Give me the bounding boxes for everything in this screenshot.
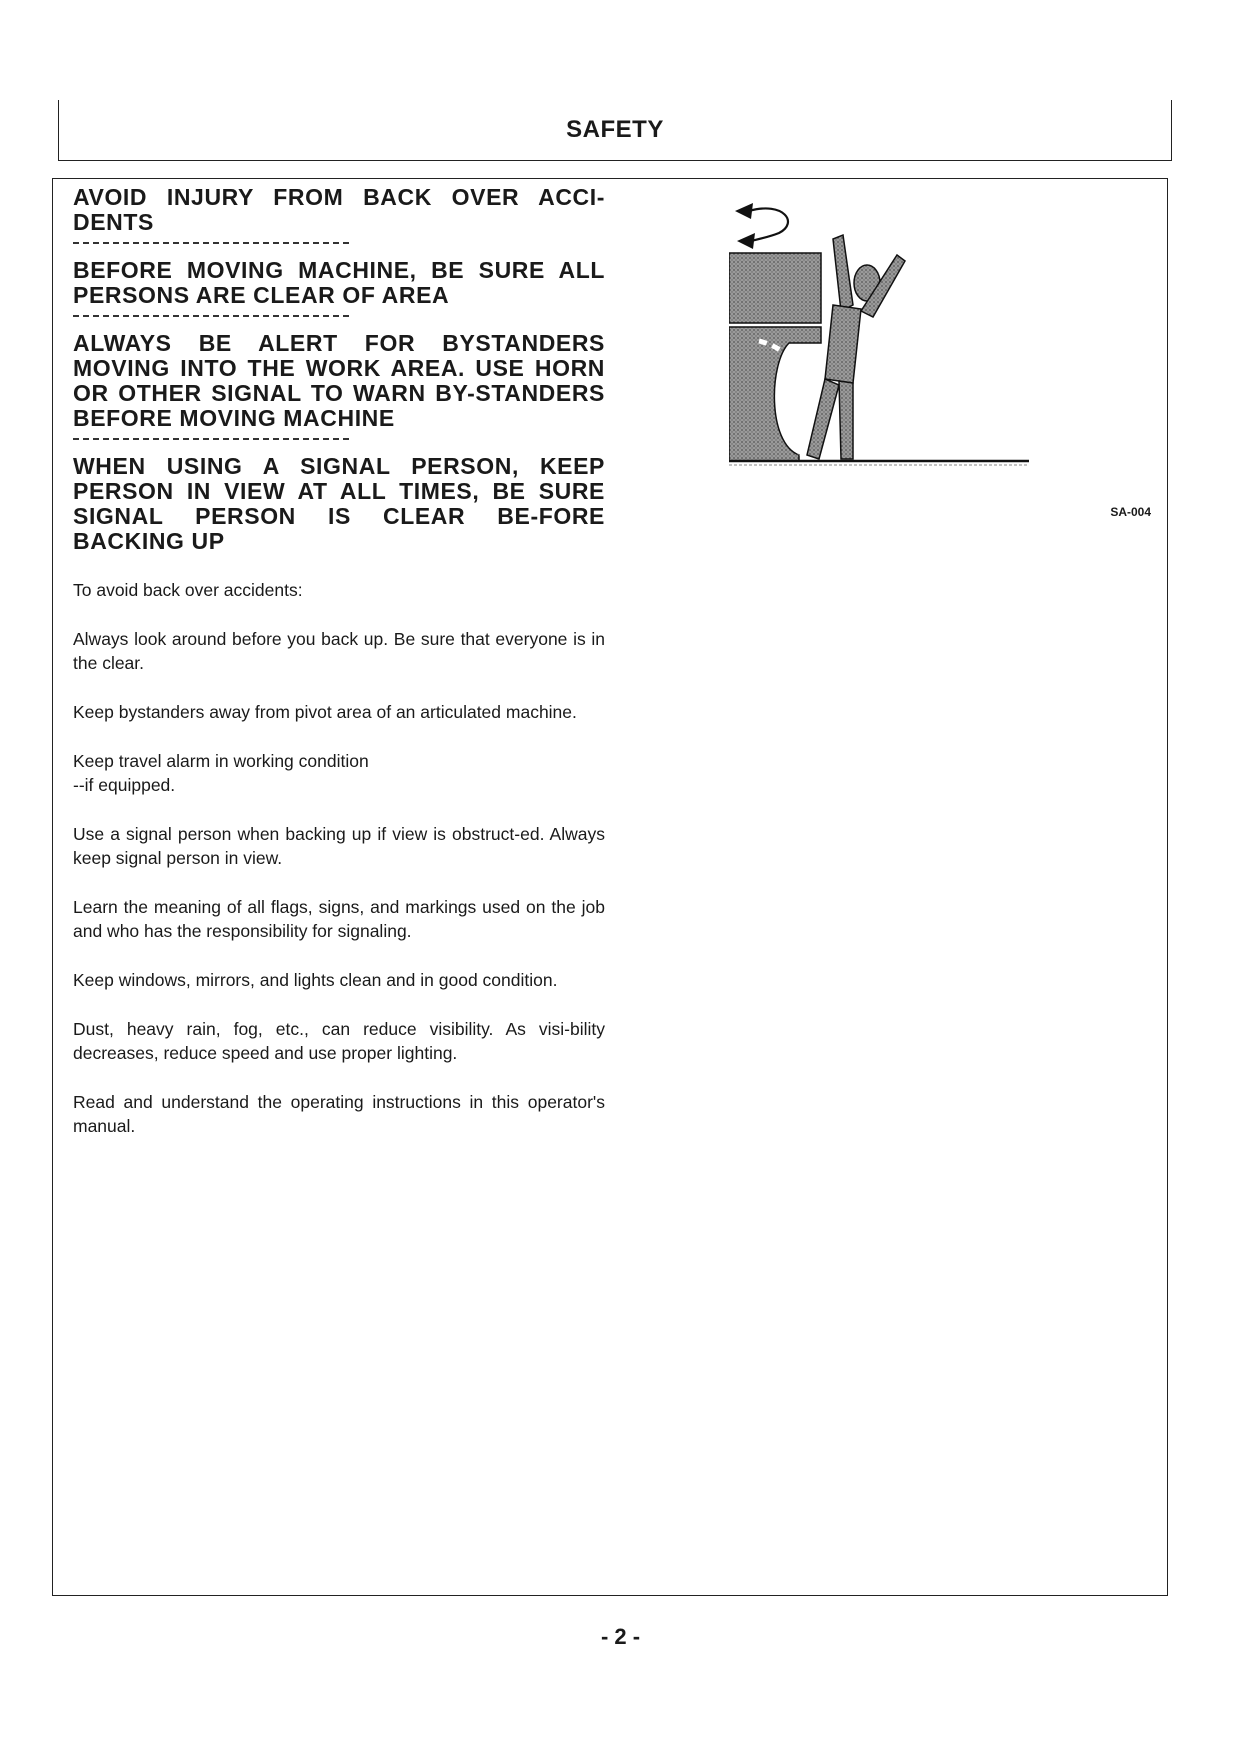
back-over-hazard-illustration [729,193,1129,493]
section-text-column [73,185,605,1138]
paragraph-pivot-area: Keep bystanders away from pivot area of an articulated machine. [73,702,577,722]
safety-section [52,178,1168,1596]
travel-alarm-line-1: Keep travel alarm in working condition [73,751,369,771]
figure-code: SA-004 [1110,505,1151,519]
dashed-divider [73,438,349,440]
paragraph-flags-signs: Learn the meaning of all flags, signs, and markings used on the job and who has the responsibility for signaling. [73,897,605,941]
paragraph-travel-alarm [73,749,605,797]
headline-always-alert: ALWAYS BE ALERT FOR BYSTANDERS MOVING INTO THE WORK AREA. USE HORN OR OTHER SIGNAL TO WARN BY-STANDERS BEFORE MOVING MACHINE [73,330,605,431]
paragraph-windows-mirrors: Keep windows, mirrors, and lights clean and in good condition. [73,970,558,990]
page-title: SAFETY [566,116,664,143]
machine-icon [729,253,821,461]
page-header [58,100,1172,161]
page-number: - 2 - [600,1624,641,1649]
paragraph-visibility: Dust, heavy rain, fog, etc., can reduce visibility. As visi-bility decreases, reduce speed and use proper lighting. [73,1019,605,1063]
headline-avoid-injury: AVOID INJURY FROM BACK OVER ACCI-DENTS [73,184,605,235]
headline-before-moving: BEFORE MOVING MACHINE, BE SURE ALL PERSONS ARE CLEAR OF AREA [73,257,605,308]
intro-text: To avoid back over accidents: [73,580,303,600]
headline-signal-person: WHEN USING A SIGNAL PERSON, KEEP PERSON IN VIEW AT ALL TIMES, BE SURE SIGNAL PERSON IS CLEAR BE-FORE BACKING UP [73,453,605,554]
paragraph-read-manual: Read and understand the operating instructions in this operator's manual. [73,1092,605,1136]
travel-alarm-line-2: --if equipped. [73,775,176,795]
rotation-arrow-icon [735,203,788,249]
paragraph-signal-person: Use a signal person when backing up if view is obstruct-ed. Always keep signal person in view. [73,824,605,868]
dashed-divider [73,242,349,244]
paragraph-look-around: Always look around before you back up. Be sure that everyone is in the clear. [73,629,605,673]
dashed-divider [73,315,349,317]
